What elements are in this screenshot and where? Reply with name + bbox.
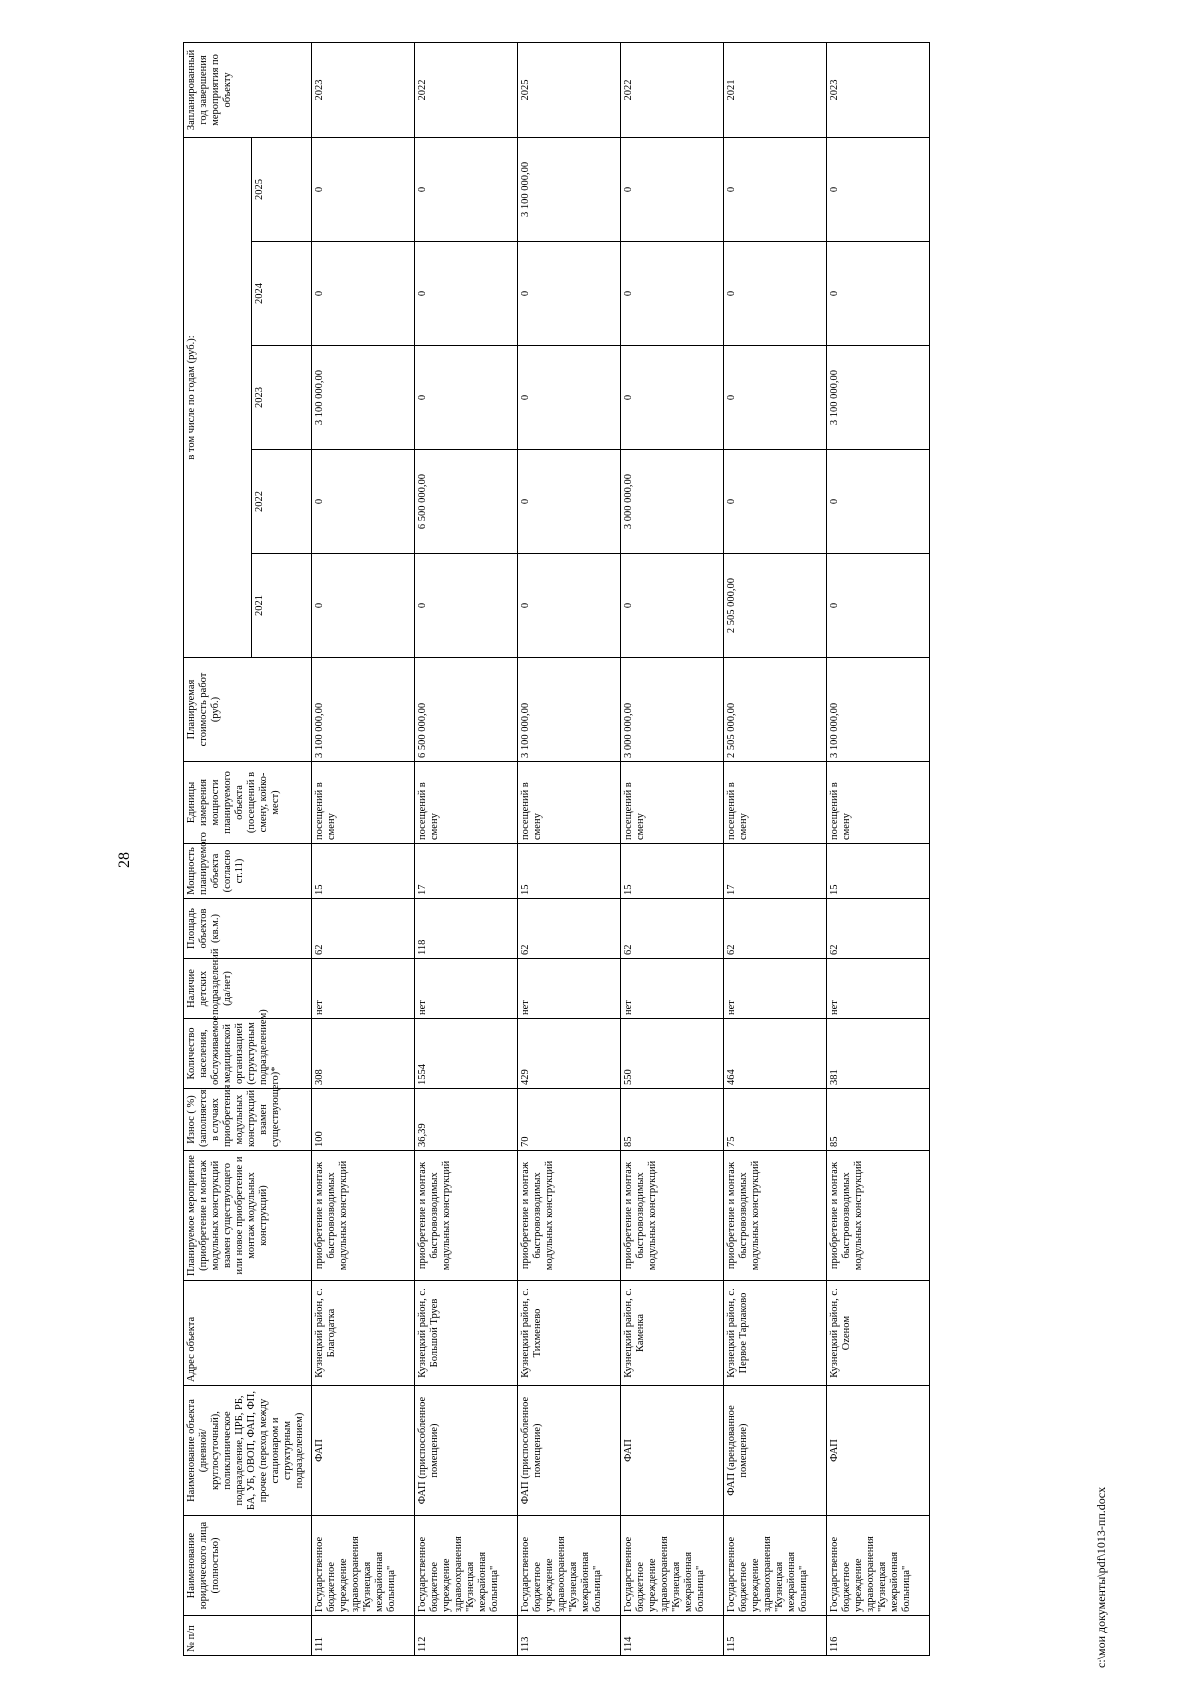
cell-legal-entity: Государственное бюджетное учреждение здравоохранения "Кузнецкая межрайонная больница" xyxy=(312,1516,415,1616)
cell-completion-year: 2025 xyxy=(518,42,621,137)
cell-units: посещений в смену xyxy=(724,762,827,844)
cell-units: посещений в смену xyxy=(621,762,724,844)
header-children: Наличие детских подразделений (да/нет) xyxy=(184,959,312,1019)
cell-completion-year: 2022 xyxy=(621,42,724,137)
cell-year-2024: 0 xyxy=(518,242,621,346)
cell-children: нет xyxy=(415,959,518,1019)
cell-area: 62 xyxy=(724,899,827,959)
cell-wear: 85 xyxy=(827,1089,930,1151)
table-row xyxy=(415,42,518,1655)
cell-year-2022: 0 xyxy=(518,450,621,554)
table-row xyxy=(312,42,415,1655)
cell-num: 116 xyxy=(827,1616,930,1656)
cell-cost: 2 505 000,00 xyxy=(724,658,827,762)
cell-cost: 3 100 000,00 xyxy=(312,658,415,762)
cell-address: Кузнецкий район, с. Первое Тарлаково xyxy=(724,1281,827,1386)
table-row xyxy=(724,42,827,1655)
cell-wear: 100 xyxy=(312,1089,415,1151)
cell-cost: 3 100 000,00 xyxy=(518,658,621,762)
header-year-2022: 2022 xyxy=(252,450,312,554)
cell-measure: приобретение и монтаж быстровозводимых модульных конструкций xyxy=(518,1151,621,1281)
cell-year-2023: 0 xyxy=(621,346,724,450)
cell-object-name: ФАП (приспособленное помещение) xyxy=(415,1386,518,1516)
header-address: Адрес объекта xyxy=(184,1281,312,1386)
cell-measure: приобретение и монтаж быстровозводимых модульных конструкций xyxy=(621,1151,724,1281)
cell-area: 62 xyxy=(312,899,415,959)
cell-capacity: 17 xyxy=(415,844,518,899)
cell-population: 429 xyxy=(518,1019,621,1089)
cell-address: Кузнецкий район, с. Благодатка xyxy=(312,1281,415,1386)
cell-capacity: 15 xyxy=(518,844,621,899)
cell-completion-year: 2021 xyxy=(724,42,827,137)
cell-cost: 3 000 000,00 xyxy=(621,658,724,762)
cell-year-2021: 0 xyxy=(621,554,724,658)
cell-legal-entity: Государственное бюджетное учреждение здравоохранения "Кузнецкая межрайонная больница" xyxy=(621,1516,724,1616)
cell-year-2022: 0 xyxy=(827,450,930,554)
cell-units: посещений в смену xyxy=(518,762,621,844)
cell-year-2021: 2 505 000,00 xyxy=(724,554,827,658)
cell-children: нет xyxy=(621,959,724,1019)
cell-measure: приобретение и монтаж быстровозводимых модульных конструкций xyxy=(415,1151,518,1281)
cell-legal-entity: Государственное бюджетное учреждение здравоохранения "Кузнецкая межрайонная больница" xyxy=(518,1516,621,1616)
header-num: № п/п xyxy=(184,1616,312,1656)
cell-wear: 75 xyxy=(724,1089,827,1151)
cell-address: Кузнецкий район, с. Каменка xyxy=(621,1281,724,1386)
header-year-2023: 2023 xyxy=(252,346,312,450)
cell-area: 62 xyxy=(621,899,724,959)
cell-completion-year: 2022 xyxy=(415,42,518,137)
cell-year-2025: 3 100 000,00 xyxy=(518,137,621,241)
cell-wear: 70 xyxy=(518,1089,621,1151)
cell-completion-year: 2023 xyxy=(827,42,930,137)
cell-children: нет xyxy=(724,959,827,1019)
cell-year-2024: 0 xyxy=(724,242,827,346)
header-legal-entity: Наименование юридического лица (полностью) xyxy=(184,1516,312,1616)
cell-year-2023: 0 xyxy=(724,346,827,450)
header-measure: Планируемое мероприятие (приобретение и монтаж модульных конструкций взамен существующего или новое приобретение и монтаж модульных конструкций) xyxy=(184,1151,312,1281)
cell-cost: 6 500 000,00 xyxy=(415,658,518,762)
cell-year-2024: 0 xyxy=(827,242,930,346)
cell-measure: приобретение и монтаж быстровозводимых модульных конструкций xyxy=(827,1151,930,1281)
cell-capacity: 17 xyxy=(724,844,827,899)
cell-year-2024: 0 xyxy=(621,242,724,346)
header-wear: Износ ( %) (заполняется в случаях приобретения модульных конструкций взамен существующего)* xyxy=(184,1089,312,1151)
cell-object-name: ФАП xyxy=(312,1386,415,1516)
cell-year-2022: 3 000 000,00 xyxy=(621,450,724,554)
cell-population: 1554 xyxy=(415,1019,518,1089)
objects-table xyxy=(183,42,930,1656)
cell-population: 550 xyxy=(621,1019,724,1089)
cell-address: Кузнецкий район, с. Тихменево xyxy=(518,1281,621,1386)
rotated-table-container xyxy=(183,43,1023,1656)
cell-object-name: ФАП (приспособленное помещение) xyxy=(518,1386,621,1516)
cell-object-name: ФАП xyxy=(621,1386,724,1516)
cell-legal-entity: Государственное бюджетное учреждение здравоохранения "Кузнецкая межрайонная больница" xyxy=(415,1516,518,1616)
cell-completion-year: 2023 xyxy=(312,42,415,137)
header-year-2024: 2024 xyxy=(252,242,312,346)
cell-num: 115 xyxy=(724,1616,827,1656)
cell-units: посещений в смену xyxy=(827,762,930,844)
cell-legal-entity: Государственное бюджетное учреждение здравоохранения "Кузнецкая межрайонная больница" xyxy=(827,1516,930,1616)
cell-wear: 36,39 xyxy=(415,1089,518,1151)
cell-legal-entity: Государственное бюджетное учреждение здравоохранения "Кузнецкая межрайонная больница" xyxy=(724,1516,827,1616)
header-area: Площадь объектов (кв.м.) xyxy=(184,899,312,959)
cell-address: Кузнецкий район, с. Ozeнoм xyxy=(827,1281,930,1386)
table-row xyxy=(621,42,724,1655)
cell-year-2023: 0 xyxy=(415,346,518,450)
cell-population: 464 xyxy=(724,1019,827,1089)
cell-year-2021: 0 xyxy=(415,554,518,658)
cell-year-2025: 0 xyxy=(312,137,415,241)
cell-year-2025: 0 xyxy=(827,137,930,241)
header-object-name: Наименование объекта (дневной/ круглосуточный), поликлиническое подразделение, ЦРБ, РБ, БА, УБ, ОВОП, ФАП, ФП, прочее (переход между стационаром и структурным подразделением) xyxy=(184,1386,312,1516)
cell-wear: 85 xyxy=(621,1089,724,1151)
cell-capacity: 15 xyxy=(621,844,724,899)
cell-year-2022: 6 500 000,00 xyxy=(415,450,518,554)
cell-num: 112 xyxy=(415,1616,518,1656)
cell-year-2021: 0 xyxy=(827,554,930,658)
header-completion-year: Запланированный год завершения мероприятия по объекту xyxy=(184,42,312,137)
cell-num: 114 xyxy=(621,1616,724,1656)
cell-capacity: 15 xyxy=(827,844,930,899)
cell-units: посещений в смену xyxy=(415,762,518,844)
header-by-years: в том числе по годам (руб.): xyxy=(184,137,252,657)
cell-year-2021: 0 xyxy=(518,554,621,658)
cell-year-2025: 0 xyxy=(415,137,518,241)
cell-area: 118 xyxy=(415,899,518,959)
cell-measure: приобретение и монтаж быстровозводимых модульных конструкций xyxy=(724,1151,827,1281)
header-population: Количество населения, обслуживаемое медицинской организацией (структурным подразделением) xyxy=(184,1019,312,1089)
header-year-2025: 2025 xyxy=(252,137,312,241)
cell-year-2025: 0 xyxy=(724,137,827,241)
cell-children: нет xyxy=(312,959,415,1019)
cell-num: 113 xyxy=(518,1616,621,1656)
cell-year-2023: 0 xyxy=(518,346,621,450)
cell-year-2023: 3 100 000,00 xyxy=(312,346,415,450)
cell-year-2022: 0 xyxy=(312,450,415,554)
cell-area: 62 xyxy=(827,899,930,959)
cell-cost: 3 100 000,00 xyxy=(827,658,930,762)
cell-year-2025: 0 xyxy=(621,137,724,241)
header-year-2021: 2021 xyxy=(252,554,312,658)
cell-year-2021: 0 xyxy=(312,554,415,658)
cell-area: 62 xyxy=(518,899,621,959)
cell-num: 111 xyxy=(312,1616,415,1656)
cell-measure: приобретение и монтаж быстровозводимых модульных конструкций xyxy=(312,1151,415,1281)
header-capacity: Мощность планируемого объекта (согласно ст.11) xyxy=(184,844,312,899)
cell-units: посещений в смену xyxy=(312,762,415,844)
cell-year-2024: 0 xyxy=(415,242,518,346)
cell-children: нет xyxy=(827,959,930,1019)
cell-children: нет xyxy=(518,959,621,1019)
cell-object-name: ФАП xyxy=(827,1386,930,1516)
page-number: 28 xyxy=(116,852,133,868)
cell-address: Кузнецкий район, с. Большой Труев xyxy=(415,1281,518,1386)
header-cost: Планируемая стоимость работ (руб.) xyxy=(184,658,312,762)
header-units: Единицы измерения мощности планируемого объекта (посещений в смену, койко-мест) xyxy=(184,762,312,844)
table-row xyxy=(827,42,930,1655)
cell-capacity: 15 xyxy=(312,844,415,899)
cell-year-2024: 0 xyxy=(312,242,415,346)
footer-file-path: c:\мои документы\pdf\1013-пп.docx xyxy=(1094,1486,1108,1668)
cell-object-name: ФАП (арендованное помещение) xyxy=(724,1386,827,1516)
cell-population: 381 xyxy=(827,1019,930,1089)
cell-year-2022: 0 xyxy=(724,450,827,554)
cell-year-2023: 3 100 000,00 xyxy=(827,346,930,450)
cell-population: 308 xyxy=(312,1019,415,1089)
table-row xyxy=(518,42,621,1655)
